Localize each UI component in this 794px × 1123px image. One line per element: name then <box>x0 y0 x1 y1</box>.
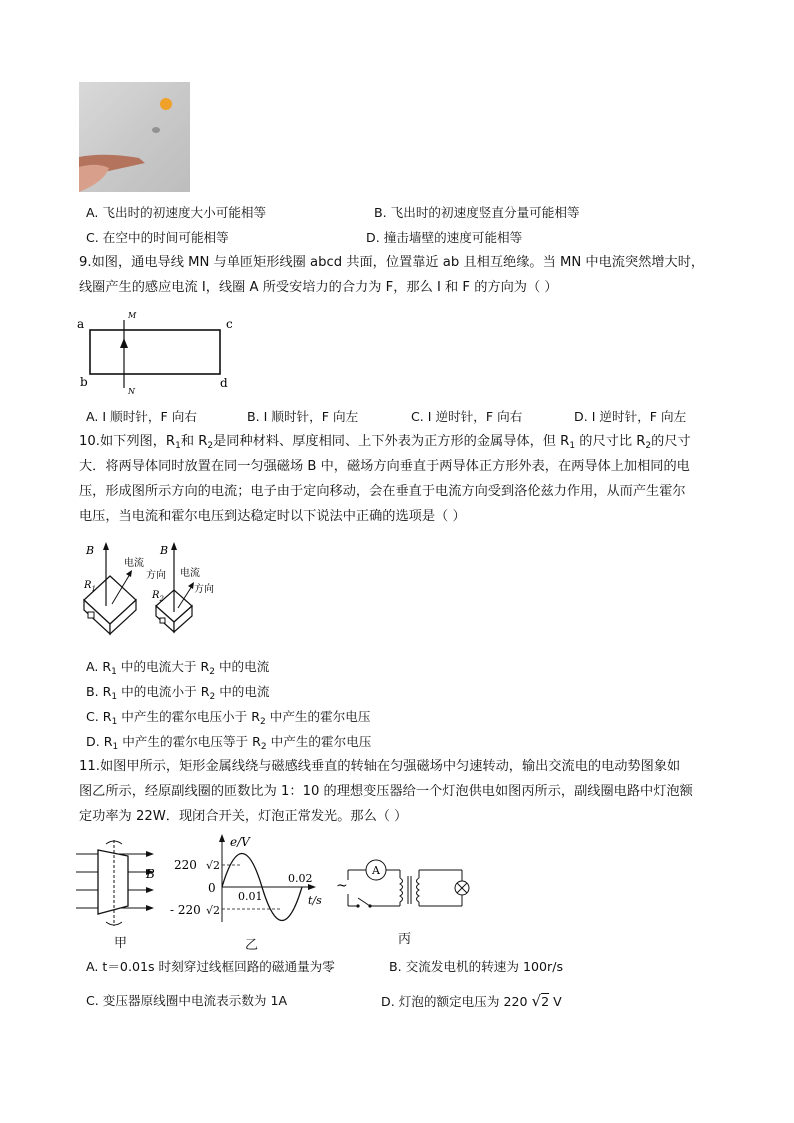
r1-label: $R_1$ <box>84 580 96 593</box>
b-arrow-icon <box>171 542 177 550</box>
r2-terminal <box>160 618 165 623</box>
q11-option-a: A. t＝0.01s 时刻穿过线框回路的磁通量为零 <box>86 959 335 974</box>
q11-fig-bing <box>336 852 476 922</box>
q10-stem-line4: 电压，当电流和霍尔电压到达稳定时以下说法中正确的选项是（ ） <box>79 509 466 524</box>
q10-figure <box>76 538 236 650</box>
b-label: B <box>146 867 155 881</box>
primary-coil-icon <box>400 878 403 902</box>
q9-stem-line2: 线圈产生的感应电流 I，线圈 A 所受安培力的合力为 F，那么 I 和 F 的方向为（ ） <box>79 280 558 295</box>
ymax-sqrt: √2 <box>206 859 221 872</box>
zero-label: 0 <box>208 881 216 895</box>
label-c: c <box>226 317 233 331</box>
q8-option-c: C. 在空中的时间可能相等 <box>86 230 229 245</box>
r1-current-text: 电流 <box>124 558 144 569</box>
q11-fig-bing-svg <box>336 852 476 922</box>
label-n: N <box>128 387 135 396</box>
q11-fig-yi <box>170 832 330 930</box>
ymin-label: - 220 <box>170 903 201 917</box>
r1-b-label: B <box>86 544 95 557</box>
r2-b-label: B <box>160 544 169 557</box>
q10-option-c: C. $R_1$ 中产生的霍尔电压小于 $R_2$ 中产生的霍尔电压 <box>86 709 371 727</box>
switch-node <box>356 904 359 907</box>
secondary-coil-icon <box>417 878 420 902</box>
q9-figure <box>74 310 244 396</box>
q11-fig-jia-svg <box>76 838 166 928</box>
q11-option-b: B. 交流发电机的转速为 100r/s <box>389 959 564 974</box>
label-m: M <box>128 311 137 320</box>
switch-icon <box>358 898 370 906</box>
hand-icon <box>79 165 109 192</box>
q10-figure-svg <box>76 538 236 650</box>
q11-fig-yi-svg <box>170 832 330 930</box>
q11-fig-jia <box>76 838 166 928</box>
fig-label-jia: 甲 <box>114 936 128 951</box>
q9-option-d: D. I 逆时针，F 向左 <box>574 409 687 424</box>
r2-current-text: 电流 <box>180 568 200 579</box>
q11-stem-line3: 定功率为 22W．现闭合开关，灯泡正常发光。那么（ ） <box>79 809 408 824</box>
current-arrow-icon <box>120 338 128 348</box>
q9-stem-line1: 9.如图，通电导线 MN 与单匝矩形线圈 abcd 共面，位置靠近 ab 且相互绝缘。当 MN 中电流突然增大时， <box>79 255 705 270</box>
q8-option-a: A. 飞出时的初速度大小可能相等 <box>86 205 267 220</box>
q10-option-a: A. $R_1$ 中的电流大于 $R_2$ 中的电流 <box>86 659 270 677</box>
ammeter-label: A <box>372 864 380 877</box>
label-d: d <box>220 376 228 390</box>
q9-option-a: A. I 顺时针，F 向右 <box>86 409 197 424</box>
coil-rect <box>90 330 220 374</box>
q11-option-c: C. 变压器原线圈中电流表示数为 1A <box>86 993 288 1008</box>
label-b: b <box>80 375 88 389</box>
y-axis-arrow-icon <box>219 834 225 842</box>
r1-terminal <box>88 612 94 618</box>
r2-label: $R_2$ <box>152 590 164 603</box>
t2-label: 0.02 <box>288 872 313 885</box>
ball-icon <box>160 98 172 110</box>
q9-option-b: B. I 顺时针，F 向左 <box>247 409 359 424</box>
ball-shadow <box>152 127 160 133</box>
q8-option-d: D. 撞击墙壁的速度可能相等 <box>366 230 523 245</box>
q11-stem-line2: 图乙所示，经原副线圈的匝数比为 1：10 的理想变压器给一个灯泡供电如图丙所示，副线圈电路中灯泡额 <box>79 784 693 799</box>
field-arrow-icon <box>146 887 154 893</box>
ymin-sqrt: √2 <box>206 904 221 917</box>
q11-option-d: D. 灯泡的额定电压为 220 √2 V <box>381 992 562 1010</box>
q8-photo <box>79 82 190 192</box>
b-arrow-icon <box>103 542 109 550</box>
q10-stem-line1: 10.如下列图，$R_1$和 $R_2$是同种材料、厚度相同、上下外表为正方形的金属导体，但 $R_1$ 的尺寸比 $R_2$的尺寸 <box>79 434 691 451</box>
q11-stem-line1: 11.如图甲所示，矩形金属线绕与磁感线垂直的转轴在匀强磁场中匀速转动，输出交流电的电动势图象如 <box>79 759 681 774</box>
t1-label: 0.01 <box>238 890 263 903</box>
field-arrow-icon <box>146 905 154 911</box>
r1-direction-text: 方向 <box>146 570 166 581</box>
fig-label-yi: 乙 <box>245 938 259 953</box>
field-arrow-icon <box>146 851 154 857</box>
fig-label-bing: 丙 <box>398 932 412 947</box>
q9-figure-svg <box>74 310 244 396</box>
x-axis-label: t/s <box>308 894 322 907</box>
ymax-label: 220 <box>174 858 197 872</box>
y-axis-label: e/V <box>230 835 250 849</box>
q9-option-c: C. I 逆时针，F 向右 <box>411 409 523 424</box>
q10-option-b: B. $R_1$ 中的电流小于 $R_2$ 中的电流 <box>86 684 270 702</box>
coil-frame <box>98 850 128 914</box>
q10-stem-line3: 压，形成图所示方向的电流；电子由于定向移动，会在垂直于电流方向受到洛伦兹力作用，从而产生霍尔 <box>79 484 686 499</box>
q10-option-d: D. $R_1$ 中产生的霍尔电压等于 $R_2$ 中产生的霍尔电压 <box>86 734 372 752</box>
ac-source-icon: ~ <box>336 878 348 894</box>
r2-direction-text: 方向 <box>194 584 214 595</box>
q10-stem-line2: 大．将两导体同时放置在同一匀强磁场 B 中，磁场方向垂直于两导体正方形外表，在两导体上加相同的电 <box>79 459 690 474</box>
q8-photo-drawing <box>79 82 190 192</box>
switch-node <box>368 904 371 907</box>
q8-option-b: B. 飞出时的初速度竖直分量可能相等 <box>374 205 580 220</box>
label-a: a <box>77 317 85 331</box>
